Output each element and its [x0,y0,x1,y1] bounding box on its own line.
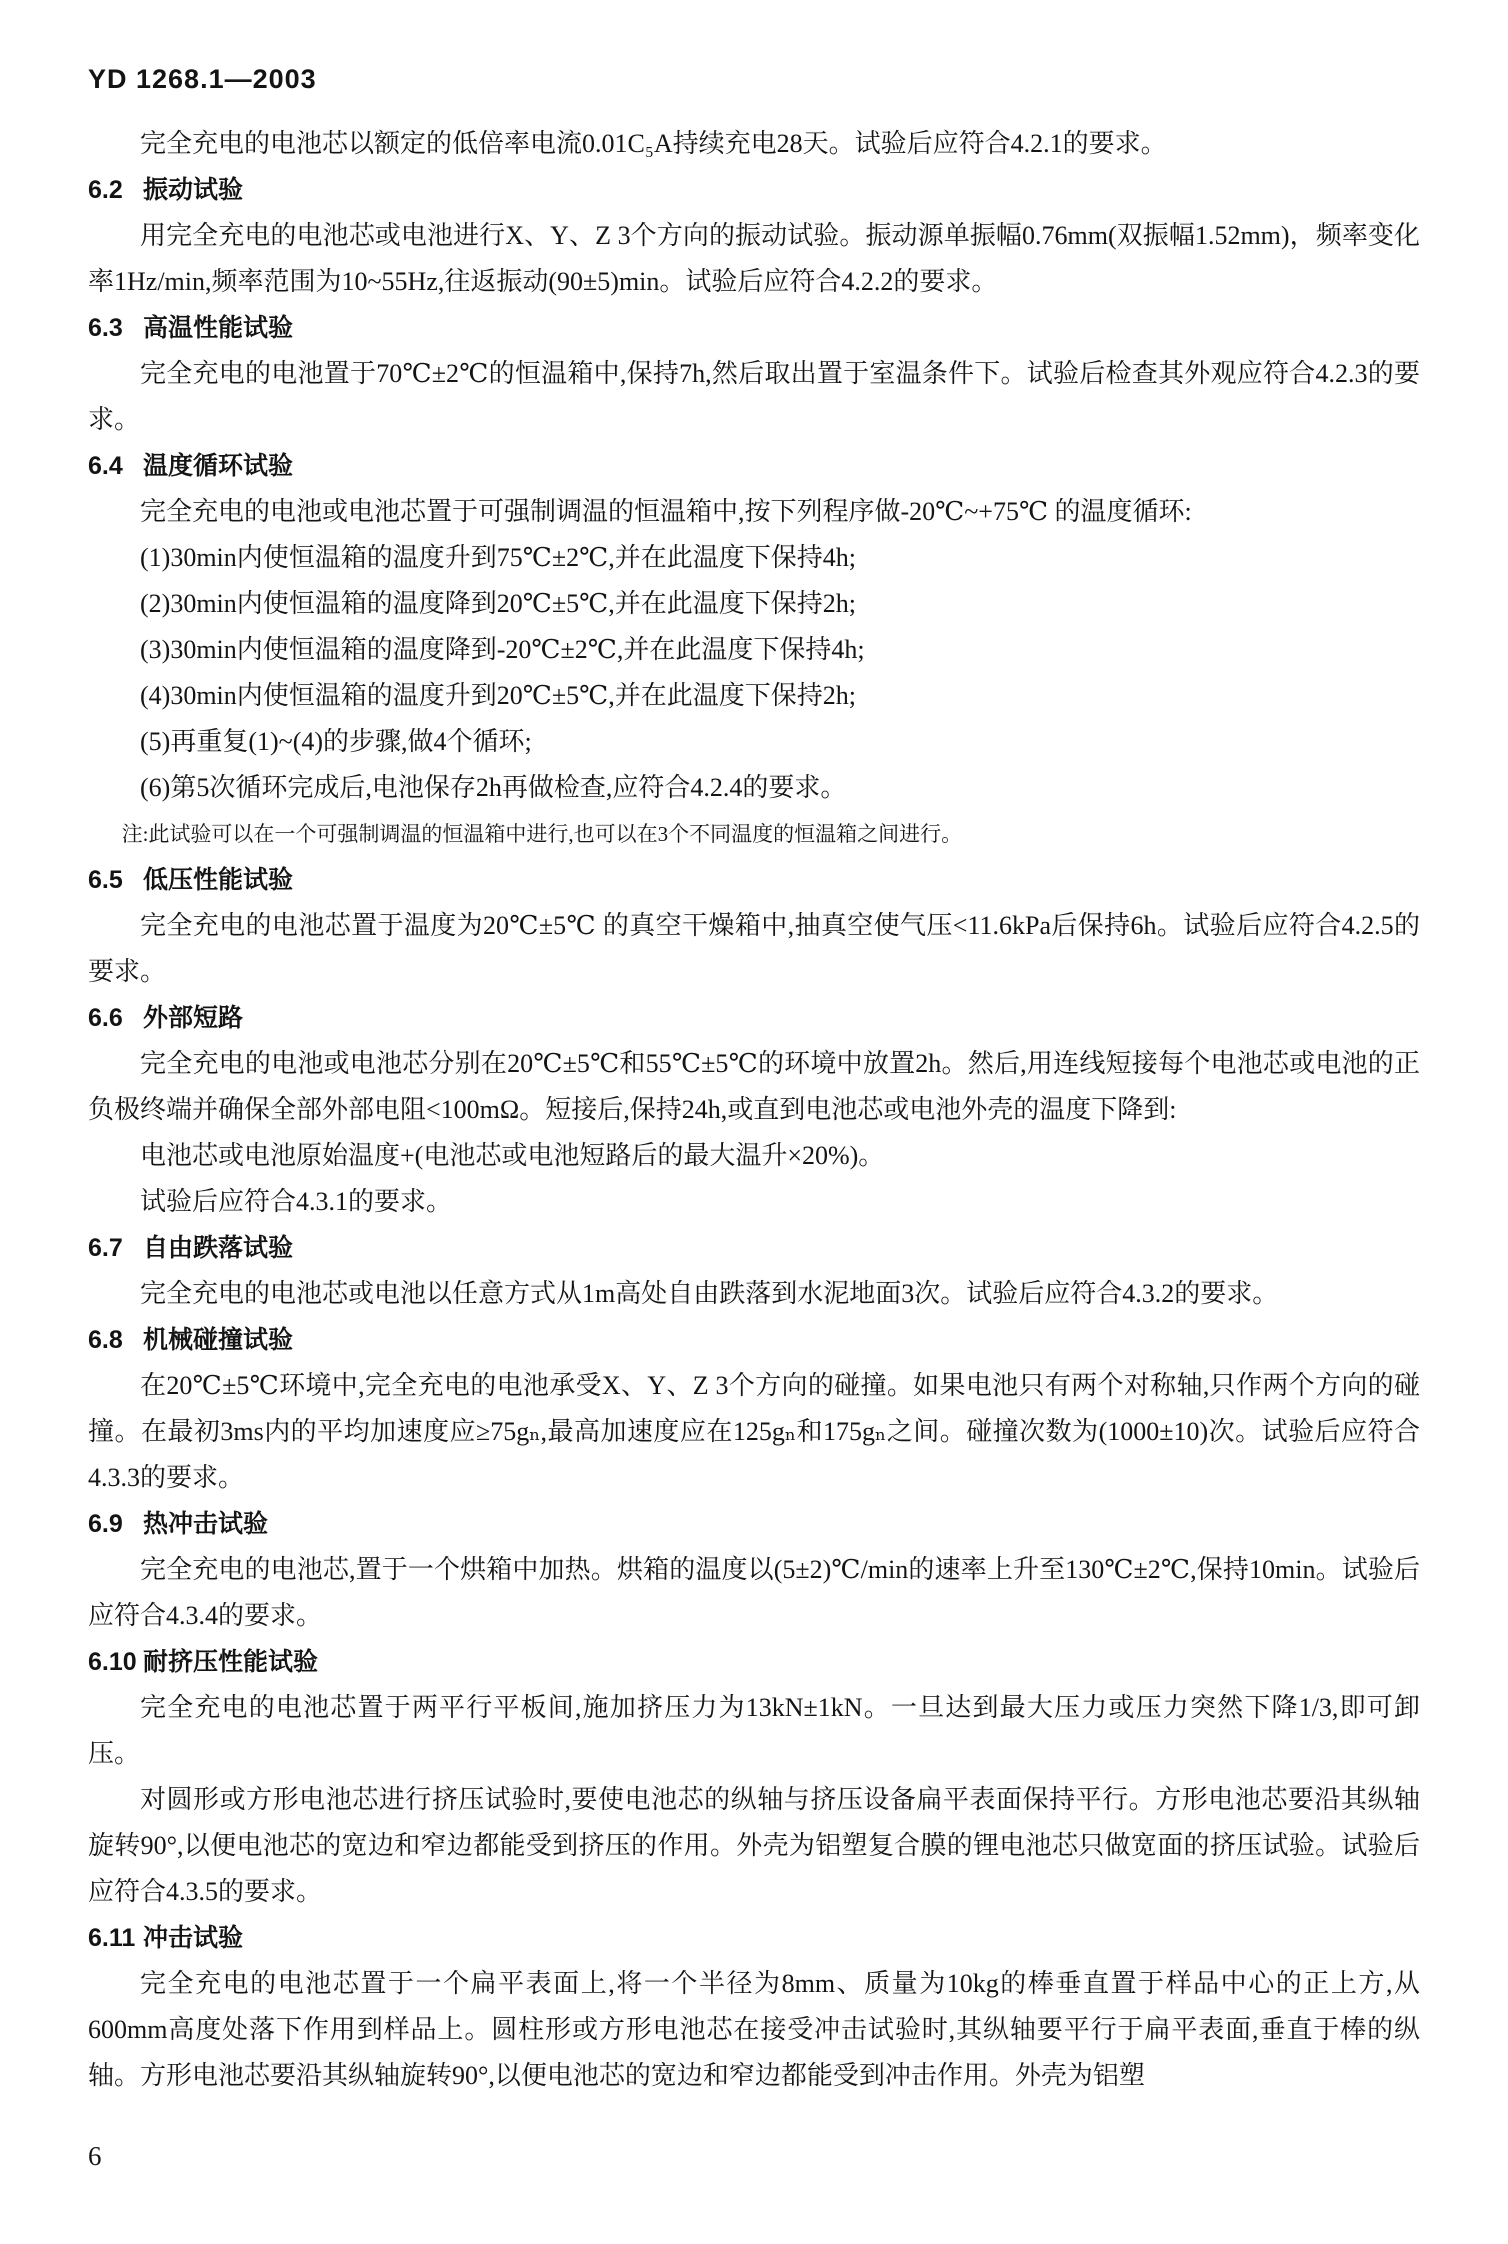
section-number: 6.11 [88,1924,136,1952]
list-item: (6)第5次循环完成后,电池保存2h再做检查,应符合4.2.4的要求。 [140,773,847,802]
section-title: 低压性能试验 [143,866,294,894]
list-item: (5)再重复(1)~(4)的步骤,做4个循环; [140,727,532,756]
section-number: 6.3 [88,314,123,342]
paragraph: 完全充电的电池芯以额定的低倍率电流0.01C₅A持续充电28天。试验后应符合4.2.1的要求。 [140,129,1167,158]
section-title: 外部短路 [143,1004,244,1032]
section-number: 6.9 [88,1510,123,1538]
section-heading-6-8 [88,1317,1420,1363]
page-number: 6 [88,2141,102,2171]
paragraph: 完全充电的电池芯或电池以任意方式从1m高处自由跌落到水泥地面3次。试验后应符合4.3.2的要求。 [140,1279,1279,1308]
section-number: 6.5 [88,866,123,894]
paragraph: 完全充电的电池或电池芯分别在20℃±5℃和55℃±5℃的环境中放置2h。然后,用连线短接每个电池芯或电池的正负极终端并确保全部外部电阻<100mΩ。短接后,保持24h,或直到电池芯或电池外壳的温度下降到: [88,1049,1420,1124]
section-number: 6.10 [88,1648,137,1676]
paragraph: 对圆形或方形电池芯进行挤压试验时,要使电池芯的纵轴与挤压设备扁平表面保持平行。方形电池芯要沿其纵轴旋转90°,以便电池芯的宽边和窄边都能受到挤压的作用。外壳为铝塑复合膜的锂电池芯只做宽面的挤压试验。试验后应符合4.3.5的要求。 [88,1785,1420,1906]
note: 注:此试验可以在一个可强制调温的恒温箱中进行,也可以在3个不同温度的恒温箱之间进行。 [121,822,963,846]
paragraph: 试验后应符合4.3.1的要求。 [140,1187,453,1216]
section-heading-6-2 [88,167,1420,213]
paragraph: 用完全充电的电池芯或电池进行X、Y、Z 3个方向的振动试验。振动源单振幅0.76mm(双振幅1.52mm)，频率变化率1Hz/min,频率范围为10~55Hz,往返振动(90±5)min。试验后应符合4.2.2的要求。 [88,221,1420,296]
section-number: 6.8 [88,1326,123,1354]
section-number: 6.6 [88,1004,123,1032]
section-title: 高温性能试验 [143,314,294,342]
section-title: 冲击试验 [143,1924,244,1952]
list-item: (1)30min内使恒温箱的温度升到75℃±2℃,并在此温度下保持4h; [140,543,856,572]
section-title: 自由跌落试验 [143,1234,294,1262]
section-title: 热冲击试验 [143,1510,269,1538]
paragraph: 完全充电的电池或电池芯置于可强制调温的恒温箱中,按下列程序做-20℃~+75℃ 的温度循环: [140,497,1192,526]
list-item: (2)30min内使恒温箱的温度降到20℃±5℃,并在此温度下保持2h; [140,589,856,618]
paragraph: 完全充电的电池芯,置于一个烘箱中加热。烘箱的温度以(5±2)℃/min的速率上升至130℃±2℃,保持10min。试验后应符合4.3.4的要求。 [88,1555,1420,1630]
section-title: 耐挤压性能试验 [143,1648,319,1676]
section-heading-6-10 [88,1639,1420,1685]
list-item: (4)30min内使恒温箱的温度升到20℃±5℃,并在此温度下保持2h; [140,681,856,710]
section-title: 振动试验 [143,176,244,204]
section-heading-6-4 [88,443,1420,489]
document-body [88,121,1420,2099]
paragraph: 完全充电的电池芯置于温度为20℃±5℃ 的真空干燥箱中,抽真空使气压<11.6kPa后保持6h。试验后应符合4.2.5的要求。 [88,911,1420,986]
list-item: (3)30min内使恒温箱的温度降到-20℃±2℃,并在此温度下保持4h; [140,635,865,664]
section-heading-6-11 [88,1915,1420,1961]
section-number: 6.4 [88,452,123,480]
section-heading-6-5 [88,857,1420,903]
section-heading-6-3 [88,305,1420,351]
section-title: 机械碰撞试验 [143,1326,294,1354]
paragraph: 完全充电的电池芯置于一个扁平表面上,将一个半径为8mm、质量为10kg的棒垂直置于样品中心的正上方,从600mm高度处落下作用到样品上。圆柱形或方形电池芯在接受冲击试验时,其纵轴要平行于扁平表面,垂直于棒的纵轴。方形电池芯要沿其纵轴旋转90°,以便电池芯的宽边和窄边都能受到冲击作用。外壳为铝塑 [88,1969,1420,2090]
section-number: 6.7 [88,1234,123,1262]
section-heading-6-7 [88,1225,1420,1271]
standard-code-header: YD 1268.1—2003 [88,64,317,94]
section-heading-6-9 [88,1501,1420,1547]
section-heading-6-6 [88,995,1420,1041]
paragraph: 完全充电的电池置于70℃±2℃的恒温箱中,保持7h,然后取出置于室温条件下。试验后检查其外观应符合4.2.3的要求。 [88,359,1420,434]
section-title: 温度循环试验 [143,452,294,480]
paragraph: 在20℃±5℃环境中,完全充电的电池承受X、Y、Z 3个方向的碰撞。如果电池只有两个对称轴,只作两个方向的碰撞。在最初3ms内的平均加速度应≥75gₙ,最高加速度应在125gₙ和175gₙ之间。碰撞次数为(1000±10)次。试验后应符合4.3.3的要求。 [88,1371,1420,1492]
paragraph: 电池芯或电池原始温度+(电池芯或电池短路后的最大温升×20%)。 [140,1141,885,1170]
section-number: 6.2 [88,176,123,204]
paragraph: 完全充电的电池芯置于两平行平板间,施加挤压力为13kN±1kN。一旦达到最大压力或压力突然下降1/3,即可卸压。 [88,1693,1420,1768]
